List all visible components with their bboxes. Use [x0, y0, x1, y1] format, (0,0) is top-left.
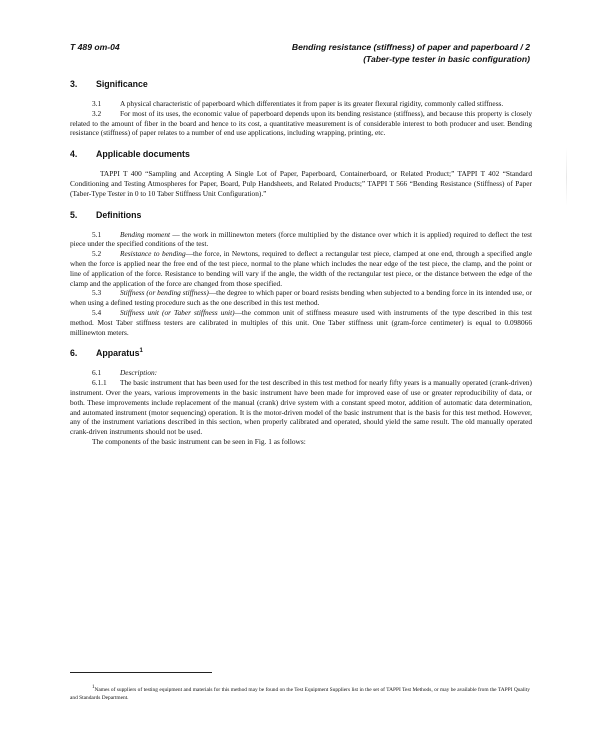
footnote-divider [70, 672, 212, 673]
paragraph-number: 5.1 [92, 229, 102, 239]
section-heading [70, 148, 532, 160]
header-title-line2: (Taber-type tester in basic configuration) [363, 53, 530, 64]
section-significance [70, 78, 532, 138]
section-definitions [70, 209, 532, 338]
paragraph-text: For most of its uses, the economic value of paperboard depends upon its bending resistance (stiffness), and because this property is closely related to the amount of fiber in the board and hence to its cost, a quantitative measurement is of considerable interest to both producer and user. Bending resistance (stiffness) of paper relates to a number of end use applications, including wrapping, printing, etc. [70, 108, 532, 138]
header-title-line1: Bending resistance (stiffness) of paper and paperboard / 2 [291, 42, 530, 52]
section-heading [70, 78, 532, 90]
header-document-number: T 489 om-04 [70, 42, 120, 52]
footnote [70, 684, 530, 702]
paragraph-text: —the degree to which paper or board resists bending when subjected to a bending force in its intended use, or when using a defined testing procedure such as the one described in this test method. [70, 288, 532, 308]
section-applicable-documents [70, 148, 532, 198]
section-title: Definitions [96, 209, 142, 220]
section-number: 4. [70, 149, 78, 160]
footnote-marker: 1 [92, 685, 95, 690]
paragraph-text: The basic instrument that has been used for the test described in this test method for nearly fifty years is a manually operated (crank-driven) instrument. Over the years, various improvements in the basic instrument have been made for improved ease of use or greater reproducibility of data, or both. These improvements include replacement of the manual (crank) drive system with a constant speed motor, addition of automatic data determination, and automated instrument (motor sequencing) operation. It is the motor-driven model of the basic instrument that is the basis for this test method. However, any of the instrument variations described in this section, when properly calibrated and operated, should yield the same result. The old manually operated crank-driven instruments should not be used. [70, 378, 532, 437]
definition-term: Resistance to bending [120, 249, 186, 259]
section-heading [70, 209, 532, 221]
section-title: Applicable documents [96, 149, 190, 160]
paragraph-6-components: The components of the basic instrument can be seen in Fig. 1 as follows: [92, 436, 306, 446]
paragraph-text: —the force, in Newtons, required to deflect a rectangular test piece, clamped at one end, through a specified angle when the force is applied near the free end of the test piece, normal to the plane which includes the near edge of the test piece, the clamp, and the point or line of application of the force. Resistance to bending will vary if the angle, the width of the rectangular test piece, or the distance between the edge of the clamp and the application of the force are changed from those specified. [70, 249, 532, 288]
paragraph-number: 5.2 [92, 249, 102, 259]
paragraph-5-4 [70, 308, 532, 337]
paragraph-number: 6.1.1 [92, 378, 107, 388]
paragraph-number: 5.4 [92, 307, 102, 317]
footnote-text: Names of suppliers of testing equipment and materials for this method may be found on the Test Equipment Suppliers list in the set of TAPPI Test Methods, or may be available from the TAPPI Quality and Standards Department. [70, 686, 530, 701]
section-title-text: Apparatus [96, 348, 140, 359]
section-apparatus [70, 347, 532, 446]
paragraph-4: TAPPI T 400 “Sampling and Accepting A Single Lot of Paper, Paperboard, Containerboard, or Related Product;” TAPPI T 402 “Standard Conditioning and Testing Atmospheres for Paper, Board, Pulp Handsheets, and Related Products;” TAPPI T 566 “Bending Resistance (Stiffness) of Paper (Taber-Type Tester in 0 to 10 Taber Stiffness Unit Configuration).” [70, 169, 532, 198]
paragraph-3-1 [70, 99, 532, 109]
section-heading [70, 347, 532, 359]
paragraph-6-1-1 [70, 378, 532, 437]
paragraph-5-2 [70, 249, 532, 288]
subsection-title: Description: [120, 368, 158, 378]
paragraph-number: 3.2 [92, 108, 102, 118]
header-title [292, 42, 530, 65]
paragraph-5-1 [70, 230, 532, 250]
paragraph-number: 3.1 [92, 99, 102, 108]
section-title [96, 347, 143, 359]
paragraph-number: 6.1 [92, 368, 102, 378]
paragraph-number: 5.3 [92, 288, 102, 298]
definition-term: Stiffness (or bending stiffness) [120, 288, 209, 298]
section-number: 6. [70, 348, 78, 359]
paragraph-text: — the work in millinewton meters (force multiplied by the distance over which it is applied) required to deflect the test piece under the specified conditions of the test. [70, 229, 532, 249]
scan-edge-mark [566, 148, 567, 206]
section-title: Significance [96, 79, 148, 89]
paragraph-text: A physical characteristic of paperboard which differentiates it from paper is its greater flexural rigidity, commonly called stiffness. [120, 99, 504, 108]
paragraph-5-3 [70, 288, 532, 308]
definition-term: Bending moment [120, 229, 171, 239]
section-number: 5. [70, 209, 78, 220]
section-number: 3. [70, 79, 78, 89]
footnote-reference[interactable]: 1 [139, 348, 143, 355]
paragraph-6-1 [70, 368, 532, 378]
definition-term: Stiffness unit (or Taber stiffness unit) [120, 307, 235, 317]
paragraph-text: —the common unit of stiffness measure used with instruments of the type described in this test method. Most Taber stiffness testers are calibrated in multiples of this unit. One Taber stiffness unit (gram-force centimeter) is equal to 0.098066 millinewton meters. [70, 307, 532, 337]
paragraph-3-2 [70, 109, 532, 138]
document-body [70, 78, 532, 457]
